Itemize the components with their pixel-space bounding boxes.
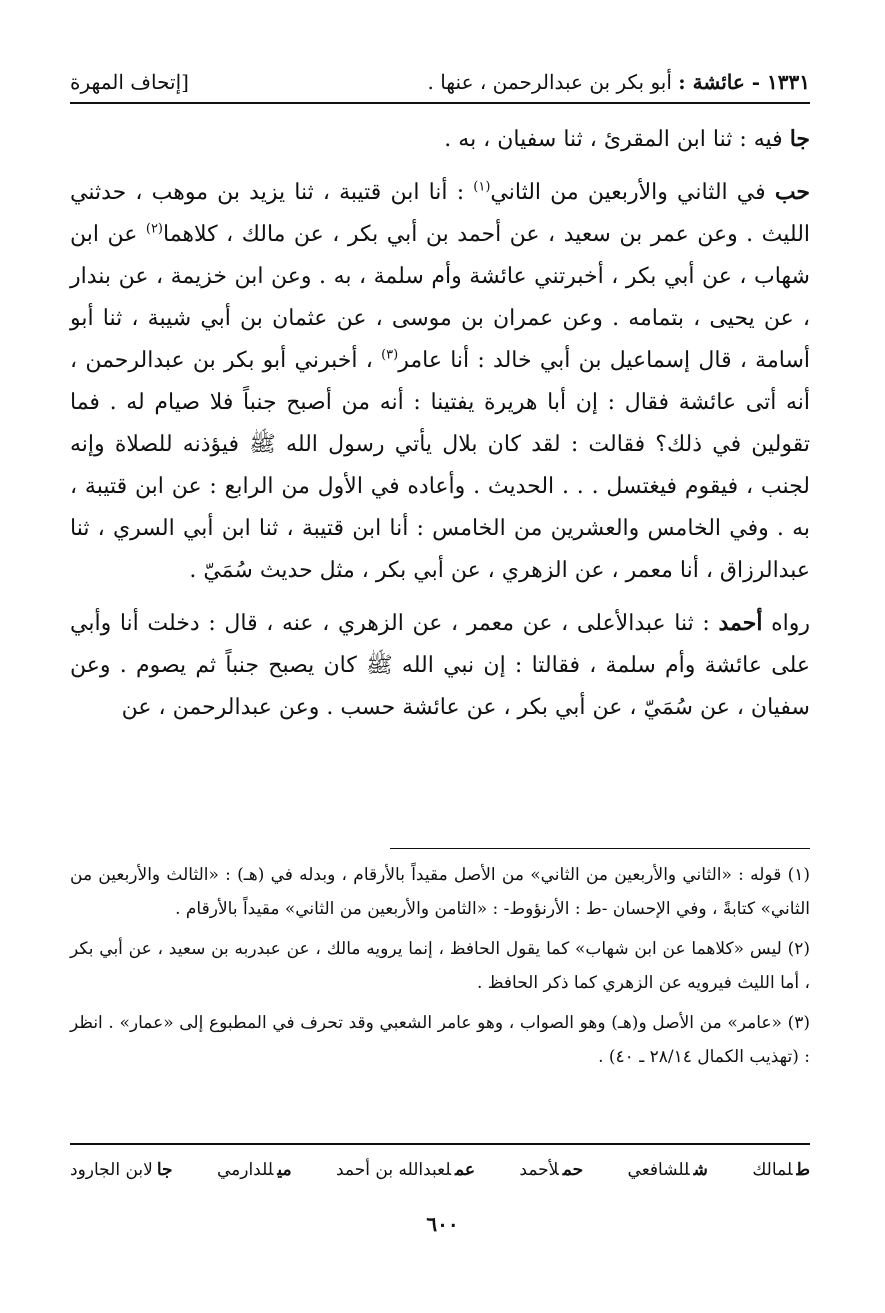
abbr-abdullah: عملعبدالله بن أحمد <box>336 1160 475 1180</box>
abbr-darimi: ميللدارمي <box>216 1160 292 1180</box>
footnote-ref-1[interactable]: (١) <box>473 179 491 195</box>
header-book-title: [إتحاف المهرة <box>70 70 189 94</box>
footnote-ref-3[interactable]: (٣) <box>381 347 399 363</box>
paragraph-3: رواه أحمد : ثنا عبدالأعلى ، عن معمر ، عن الزهري ، عنه ، قال : دخلت أنا وأبي على عائشة وأم سلمة ، فقالتا : إن نبي الله ﷺ كان يصبح جنباً ثم يصوم . وعن سفيان ، عن سُمَيّ ، عن أبي بكر ، عن عائشة حسب . وعن عبدالرحمن ، عن <box>70 610 811 720</box>
header-entry-title: ١٣٣١ - عائشة : أبو بكر بن عبدالرحمن ، عنها . <box>427 70 810 94</box>
abbr-ahmad: حملأحمد <box>519 1160 584 1180</box>
footnote-1: (١) قوله : «الثاني والأربعين من الثاني» من الأصل مقيداً بالأرقام ، وبدله في (هـ) : «الثالث والأربعين من الثاني» كتابةً ، وفي الإحسان -ط : الأرنؤوط- : «الثامن والأربعين من الثاني» مقيداً بالأرقام . <box>70 865 810 919</box>
abbreviation-key <box>70 1160 810 1180</box>
page-number: ٦٠٠ <box>426 1212 459 1236</box>
footnote-3: (٣) «عامر» من الأصل و(هـ) وهو الصواب ، وهو عامر الشعبي وقد تحرف في المطبوع إلى «عمار» . انظر : (تهذيب الكمال ٢٨/١٤ ـ ٤٠) . <box>70 1013 810 1067</box>
abbreviation-divider <box>70 1143 810 1145</box>
running-header <box>70 50 810 104</box>
footnote-ref-2[interactable]: (٢) <box>145 221 163 237</box>
abbr-ibn-jarud: جالابن الجارود <box>70 1160 173 1180</box>
main-text <box>70 118 810 739</box>
abbr-malik: طلمالك <box>752 1160 810 1180</box>
paragraph-2: حب في الثاني والأربعين من الثاني$^{(١)}$ : أنا ابن قتيبة ، ثنا يزيد بن موهب ، حدثني الليث . وعن عمر بن سعيد ، عن أحمد بن أبي بكر ، عن مالك ، كلاهما$^{(٢)}$ عن ابن شهاب ، عن أبي بكر ، أخبرتني عائشة وأم سلمة ، به . وعن ابن خزيمة ، عن بندار ، عن يحيى ، بتمامه . وعن عمران بن موسى ، عن عثمان بن أبي شيبة ، ثنا أبو أسامة ، قال إسماعيل بن أبي خالد : أنا عامر$^{(٣)}$ ، أخبرني أبو بكر بن عبدالرحمن ، أنه أتى عائشة فقال : إن أبا هريرة يفتينا : أنه من أصبح جنباً فلا صيام له . فما تقولين في ذلك؟ فقالت : لقد كان بلال يأتي رسول الله ﷺ فيؤذنه للصلاة وإنه لجنب ، فيقوم فيغتسل . . . الحديث . وأعاده في الأول من الرابع : عن ابن قتيبة ، به . وفي الخامس والعشرين من الخامس : أنا ابن قتيبة ، ثنا ابن أبي السري ، ثنا عبدالرزاق ، أنا معمر ، عن الزهري ، عن أبي بكر ، مثل حديث سُمَيّ . <box>70 179 811 583</box>
paragraph-1: جا فيه : ثنا ابن المقرئ ، ثنا سفيان ، به . <box>444 126 810 152</box>
footnote-divider <box>390 848 810 849</box>
abbr-shafii: شللشافعي <box>627 1160 708 1180</box>
footnote-2: (٢) ليس «كلاهما عن ابن شهاب» كما يقول الحافظ ، إنما يرويه مالك ، عن عبدربه بن سعيد ، عن أبي بكر ، أما الليث فيرويه عن الزهري كما ذكر الحافظ . <box>70 939 810 993</box>
footnotes <box>70 858 810 1080</box>
